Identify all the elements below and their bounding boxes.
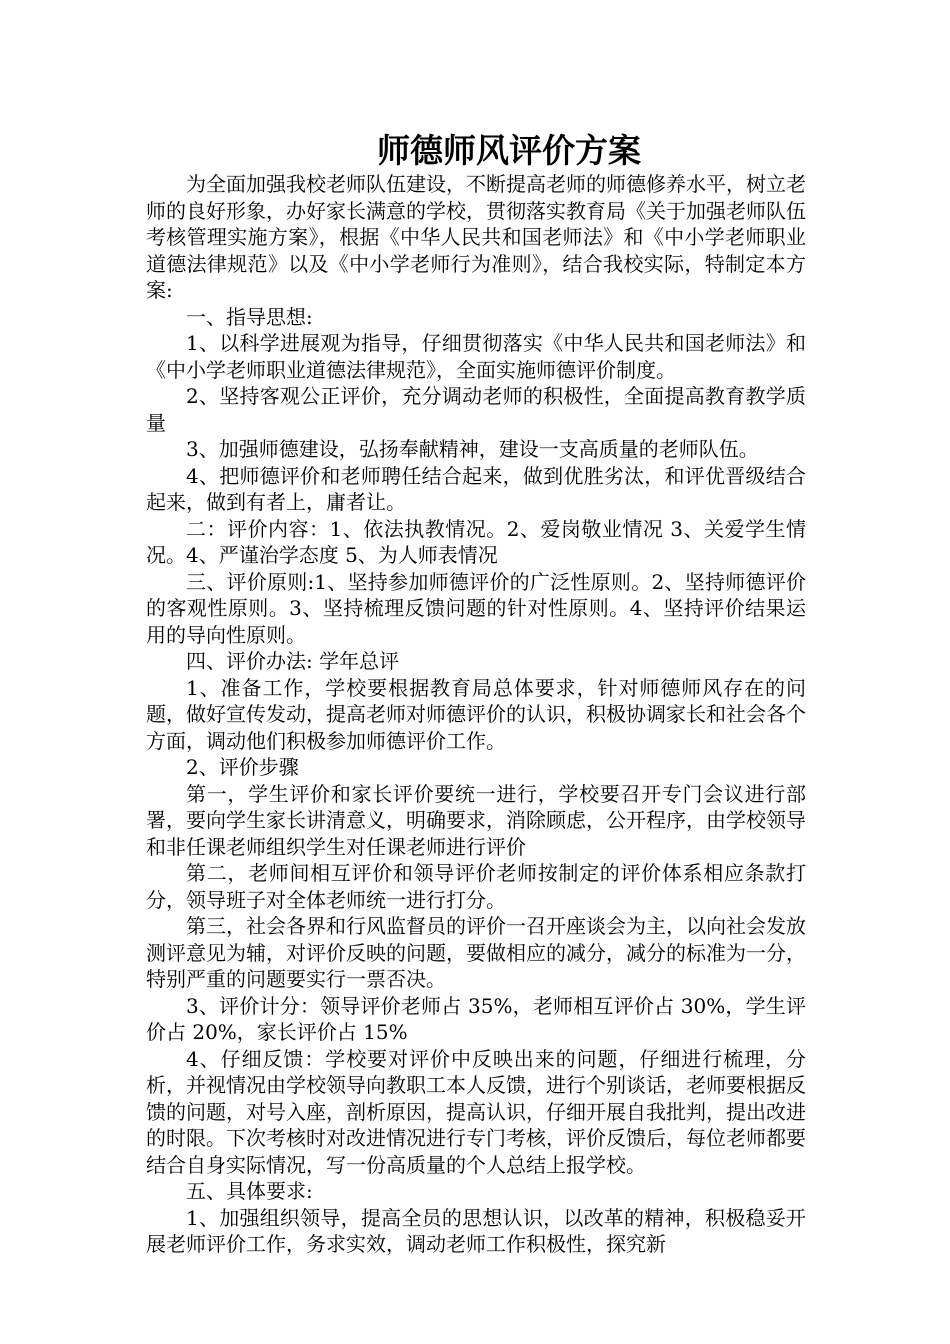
paragraph: 3、加强师德建设，弘扬奉献精神，建设一支高质量的老师队伍。 [186,437,759,461]
section-heading-guiding-ideology: 一、指导思想: [186,304,313,329]
paragraph: 4、仔细反馈：学校要对评价中反映出来的问题，仔细进行梳理，分析，并视情况由学校领导向教职工本人反馈，进行个别谈话，老师要根据反馈的问题，对号入座，剖析原因，提高认识，仔细开展自我批判，提出改进的时限。下次考核时对改进情况进行专门考核，评价反馈后，每位老师都要结合自身实际情况，写一份高质量的个人总结上报学校。 [146,1046,806,1177]
document-body [146,171,806,1258]
paragraph: 第二，老师间相互评价和领导评价老师按制定的评价体系相应条款打分，领导班子对全体老师统一进行打分。 [146,861,806,912]
paragraph-scoring: 3、评价计分：领导评价老师占 35%，老师相互评价占 30%，学生评价占 20%，家长评价占 15% [146,993,806,1044]
paragraph: 2、坚持客观公正评价，充分调动老师的积极性，全面提高教育教学质量 [146,384,806,435]
document-title: 师德师风评价方案 [377,131,641,170]
subheading-evaluation-steps: 2、评价步骤 [186,755,299,779]
paragraph: 1、加强组织领导，提高全员的思想认识，以改革的精神，积极稳妥开展老师评价工作，务求实效，调动老师工作积极性，探究新 [146,1205,806,1256]
section-evaluation-content: 二：评价内容：1、依法执教情况。2、爱岗敬业情况 3、关爱学生情况。4、严谨治学态度 5、为人师表情况 [146,516,806,567]
paragraph: 第一，学生评价和家长评价要统一进行，学校要召开专门会议进行部署，要向学生家长讲清意义，明确要求，消除顾虑，公开程序，由学校领导和非任课老师组织学生对任课老师进行评价 [146,781,806,859]
paragraph-intro: 为全面加强我校老师队伍建设，不断提高老师的师德修养水平，树立老师的良好形象，办好家长满意的学校，贯彻落实教育局《关于加强老师队伍考核管理实施方案》，根据《中华人民共和国老师法》和《中小学老师职业道德法律规范》以及《中小学老师行为准则》，结合我校实际，特制定本方案: [146,172,806,302]
paragraph: 1、准备工作，学校要根据教育局总体要求，针对师德师风存在的问题，做好宣传发动，提高老师对师德评价的认识，积极协调家长和社会各个方面，调动他们积极参加师德评价工作。 [146,675,806,753]
section-evaluation-principles: 三、评价原则:1、坚持参加师德评价的广泛性原则。2、坚持师德评价的客观性原则。3、坚持梳理反馈问题的针对性原则。4、坚持评价结果运用的导向性原则。 [146,569,806,647]
paragraph: 4、把师德评价和老师聘任结合起来，做到优胜劣汰，和评优晋级结合起来，做到有者上，庸者让。 [146,463,806,514]
section-heading-evaluation-method: 四、评价办法: 学年总评 [186,649,400,673]
section-heading-specific-requirements: 五、具体要求: [186,1179,313,1203]
paragraph: 第三，社会各界和行风监督员的评价一召开座谈会为主，以向社会发放测评意见为辅，对评价反映的问题，要做相应的减分，减分的标准为一分，特别严重的问题要实行一票否决。 [146,914,806,991]
paragraph: 1、以科学进展观为指导，仔细贯彻落实《中华人民共和国老师法》和《中小学老师职业道德法律规范》，全面实施师德评价制度。 [146,331,806,382]
